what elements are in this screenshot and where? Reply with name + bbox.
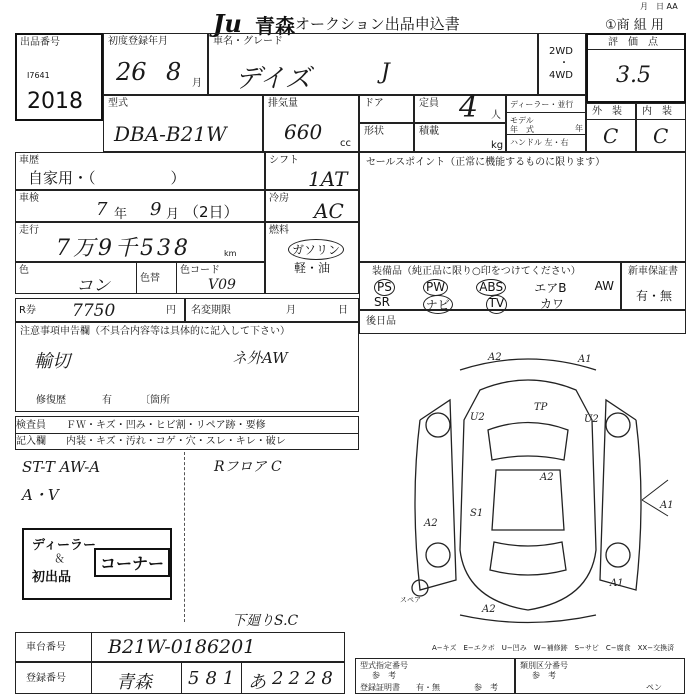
month-unit: 月 (192, 78, 202, 89)
shift-label: シフト (269, 155, 299, 166)
shift-box (265, 152, 359, 190)
shift-value: 1AT (308, 167, 348, 191)
plate-box (15, 662, 345, 694)
doors-label: ドア (364, 98, 384, 109)
displacement-box (263, 95, 359, 152)
vin-box (15, 632, 345, 662)
ju-logo: Ju (213, 9, 242, 38)
notes-item1: 輸切 (34, 351, 70, 372)
inspector-box (15, 416, 359, 450)
cert-option: 有・無 (416, 683, 440, 692)
car-name-box (208, 33, 538, 95)
plate-class: 581 (188, 668, 241, 689)
remarks-left1: ST-T AW-A (22, 458, 101, 476)
stamp-amp: ＆ (54, 552, 65, 565)
form-title: オークション出品申込書 (295, 15, 460, 33)
color-tone-label: 色替 (140, 273, 160, 284)
registration-month-value: 8 (166, 58, 182, 86)
drive-4wd: 4WD (549, 70, 573, 81)
mark-3: TP (534, 402, 548, 413)
rear-window-outline (490, 542, 566, 575)
registration-year-label: 初度登録年月 (108, 36, 168, 47)
load-unit: kg (491, 140, 504, 151)
designated-box (355, 658, 515, 694)
wheel-front-right (606, 413, 630, 437)
aircon-box (265, 190, 359, 222)
damage-diagram (360, 330, 696, 630)
name-change-month: 月 (286, 305, 296, 316)
color-value: コン (76, 276, 110, 296)
vin-value: B21W-0186201 (108, 636, 256, 658)
listing-number-label: 出品番号 (20, 37, 60, 48)
history-box (15, 152, 265, 190)
notes-label: 注意事項申告欄（不具合内容等は具体的に記入して下さい） (20, 326, 290, 337)
listing-number: 2018 (27, 89, 83, 114)
mark-2: A1 (578, 354, 592, 365)
car-grade-value: J (381, 60, 390, 85)
displacement-value: 660 (284, 120, 323, 144)
capacity-value: 4 (459, 90, 479, 125)
recorder-label: 記入欄 (16, 436, 46, 447)
fuel-box (265, 222, 359, 294)
car-name-value: デイズ (235, 64, 311, 94)
inspector-codes: ＦＷ・キズ・凹み・ヒビ割・リペア跡・要修 (66, 420, 266, 431)
load-box (414, 123, 506, 152)
front-bumper-outline (460, 359, 596, 370)
name-change-label: 名変期限 (191, 305, 231, 316)
listing-number-box (15, 33, 103, 121)
drive-dot: ・ (559, 58, 569, 69)
interior-label: 内 装 (642, 106, 672, 117)
mark-4: U2 (470, 412, 485, 423)
inspection-label: 車検 (19, 193, 39, 204)
cert-label: 登録証明書 (360, 683, 400, 692)
wheel-front-left (426, 413, 450, 437)
plate-number: 2228 (272, 668, 338, 689)
category-label: 類別区分番号 (520, 661, 568, 670)
category-box (515, 658, 685, 694)
inspection-month-unit: 月 (166, 207, 180, 222)
color-code-label: 色コード (180, 265, 220, 276)
name-change-box (185, 298, 359, 322)
mileage-box (15, 222, 265, 262)
vin-label: 車台番号 (26, 642, 66, 653)
equip-aw: AW (594, 279, 614, 293)
drive-box (538, 33, 586, 95)
later-label: 後日品 (366, 316, 396, 327)
remarks-right1: Rフロア C (214, 459, 282, 475)
history-value: 自家用・（ ） (28, 169, 186, 187)
interior-box (636, 103, 686, 152)
inspection-year: 7 (96, 199, 108, 220)
warranty-box (621, 262, 686, 310)
recycle-value: 7750 (72, 301, 116, 321)
equip-navi: ナビ (423, 295, 453, 314)
header-date: 月 日 AA (640, 2, 678, 11)
capacity-label: 定員 (419, 98, 439, 109)
color-code-value: V09 (208, 277, 236, 293)
designated-label: 型式指定番号 (360, 661, 408, 670)
model-value: DBA-B21W (114, 122, 227, 146)
handle-label: ハンドル 左・右 (510, 138, 569, 147)
equip-leather: カワ (539, 297, 564, 311)
mark-10: A1 (610, 578, 624, 589)
evaluation-score: 3.5 (616, 63, 651, 88)
shape-label: 形状 (364, 126, 384, 137)
dealer-box (506, 95, 586, 152)
wheel-rear-right (606, 543, 630, 567)
fuel-gasoline: ガソリン (288, 239, 344, 260)
model-year-unit: 年 (575, 124, 583, 133)
doors-box (359, 95, 414, 123)
shape-box (359, 123, 414, 152)
designated-ref: 参 考 (372, 671, 396, 680)
mark-7: S1 (470, 508, 484, 519)
drive-2wd: 2WD (549, 46, 573, 57)
category-ref: 参 考 (532, 671, 556, 680)
recorder-codes: 内装・キズ・汚れ・コゲ・穴・スレ・キレ・破レ (66, 436, 286, 447)
mark-9: A1 (660, 500, 674, 511)
exterior-label: 外 装 (592, 106, 622, 117)
sales-point-box (359, 152, 686, 262)
inspection-year-unit: 年 (114, 207, 128, 222)
stamp-line2: 初出品 (32, 570, 72, 585)
fuel-label: 燃料 (269, 225, 289, 236)
remarks-bottom: 下廻りS.C (232, 613, 299, 629)
brand-name: 青森 (255, 14, 295, 38)
mileage-value: 7万9千538 (56, 236, 191, 261)
plate-kana: あ (248, 672, 266, 693)
recycle-label: R券 (19, 305, 36, 316)
color-box (15, 262, 265, 294)
inspection-day: （2日） (184, 203, 239, 221)
equip-sr: SR (374, 295, 390, 309)
warranty-value: 有・無 (636, 289, 673, 303)
aircon-label: 冷房 (269, 193, 289, 204)
model-label: 型式 (108, 98, 128, 109)
sales-point-label: セールスポイント（正常に機能するものに限ります） (366, 157, 606, 168)
capacity-box (414, 90, 506, 125)
mileage-label: 走行 (19, 225, 39, 236)
equip-pw: PW (423, 279, 448, 296)
inspection-month: 9 (150, 199, 162, 220)
color-label: 色 (19, 265, 29, 276)
windshield-outline (488, 423, 568, 461)
cert-ref: 参 考 (474, 683, 498, 692)
category-select: ①商 組 用 (605, 18, 664, 33)
notes-box (15, 322, 359, 412)
inspector-label: 検査員 (16, 420, 46, 431)
mark-6: A2 (540, 472, 554, 483)
dealer-stamp (22, 528, 172, 600)
exterior-box (586, 103, 636, 152)
equip-tv: TV (486, 295, 508, 314)
displacement-label: 排気量 (268, 98, 298, 109)
mark-5: U2 (584, 414, 599, 425)
capacity-unit: 人 (491, 110, 501, 121)
pen-label: ペン (646, 683, 662, 692)
mark-1: A2 (488, 352, 502, 363)
repair-value: 有 (102, 395, 112, 406)
mark-8: A2 (424, 518, 438, 529)
load-label: 積載 (419, 126, 439, 137)
aircon-value: AC (314, 199, 344, 223)
history-label: 車歴 (19, 155, 39, 166)
model-box (103, 95, 263, 152)
registration-year-value: 26 (116, 58, 147, 86)
inspection-box (15, 190, 265, 222)
evaluation-label: 評 価 点 (608, 37, 658, 48)
displacement-unit: cc (340, 138, 351, 149)
plate-region: 青森 (116, 672, 152, 693)
warranty-label: 新車保証書 (628, 266, 678, 277)
stamp-line1: ディーラー (32, 538, 96, 553)
equip-ps: PS (374, 279, 395, 296)
recycle-box (15, 298, 185, 322)
plate-label: 登録番号 (26, 673, 66, 684)
evaluation-box (586, 33, 686, 103)
interior-grade: C (653, 124, 669, 148)
damage-legend: A−キズ E−エクボ U−凹み W−補修跡 S−サビ C−腐食 XX−交換済 (432, 644, 675, 652)
car-name-label: 車名・グレード (213, 36, 283, 47)
equipment-box (359, 262, 621, 310)
mileage-unit: km (224, 249, 237, 258)
dealer-label: ディーラー・並行 (510, 100, 574, 109)
rear-bumper-outline (460, 615, 596, 623)
repair-label: 修復歴 (36, 395, 66, 406)
notes-item2: ネ外AW (232, 349, 288, 367)
remarks-left2: A・V (22, 486, 59, 504)
equipment-row1 (374, 279, 614, 296)
model-year-label: モデル 年 式 (510, 116, 534, 134)
equip-airbag: エアB (534, 281, 567, 295)
fuel-options: 軽・油 (294, 261, 331, 275)
repair-location: 〔箇所 (140, 395, 170, 406)
exterior-grade: C (603, 124, 619, 148)
mark-11: A2 (482, 604, 496, 615)
name-change-day: 日 (338, 305, 348, 316)
recycle-unit: 円 (166, 305, 176, 316)
equip-abs: ABS (476, 279, 506, 296)
stamp-corner: コーナー (94, 548, 170, 577)
registration-year-box (103, 33, 208, 95)
listing-small-code: I7641 (27, 71, 50, 80)
spare-label: スペア (400, 596, 421, 604)
wheel-rear-left (426, 543, 450, 567)
repair-location-text: 箇所 (150, 395, 170, 406)
equipment-label: 装備品（純正品に限り○印をつけてください） (372, 266, 581, 277)
